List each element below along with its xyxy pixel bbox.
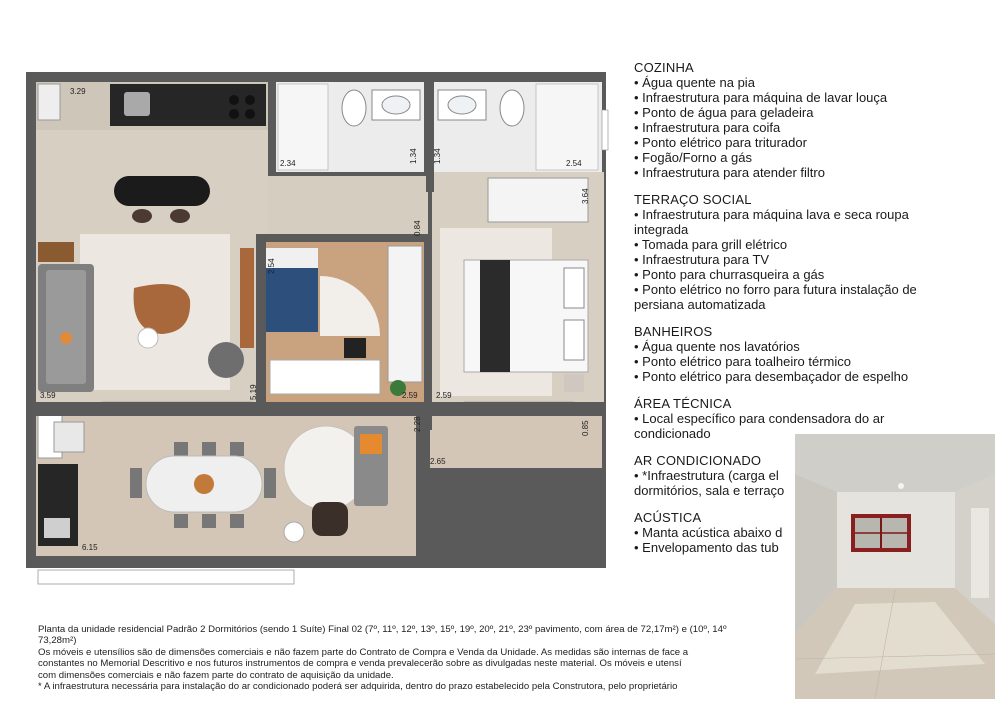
dim-label: 1.34 (409, 148, 418, 164)
footnote-line: 73,28m²) (38, 635, 77, 647)
spec-item: • Ponto elétrico no forro para futura instalação de (634, 282, 917, 297)
wardrobe-1 (388, 246, 422, 382)
dim-label: 3.59 (40, 391, 56, 400)
wardrobe-2 (488, 178, 588, 222)
footnote-line: * A infraestrutura necessária para instalação do ar condicionado poderá ser adquirida, dentro do prazo estabelecido pela Construtora, pelo proprietário (38, 681, 678, 693)
sink (124, 92, 150, 116)
section-title: COZINHA (634, 60, 694, 75)
kitchen-island (114, 176, 210, 206)
fridge (38, 84, 60, 120)
spec-item: • Infraestrutura para TV (634, 252, 770, 267)
spec-item: persiana automatizada (634, 297, 766, 312)
section-title: TERRAÇO SOCIAL (634, 192, 752, 207)
dim-label: 0.85 (581, 420, 590, 436)
spec-section-terraco-social (634, 192, 974, 312)
dim-label: 2.59 (436, 391, 452, 400)
spec-item: • Infraestrutura para atender filtro (634, 165, 825, 180)
spec-item: • *Infraestrutura (carga el (634, 468, 779, 483)
footnote-line: Planta da unidade residencial Padrão 2 Dormitórios (sendo 1 Suíte) Final 02 (7º, 11º, 12º, 13º, 15º, 19º, 20º, 21º, 23º pavimento, com área de 72,17m²) e (10º, 14º (38, 624, 727, 635)
dim-label: 2.65 (430, 457, 446, 466)
tv-console (240, 248, 254, 348)
spec-item: condicionado (634, 426, 711, 441)
room-photo (795, 434, 995, 699)
footnote-line: constantes no Memorial Descritivo e nos futuros instrumentos de compra e venda prevalecerão sobre as divulgadas neste material. Os móveis e utensí (38, 658, 682, 670)
spec-item: • Manta acústica abaixo d (634, 525, 783, 540)
floor-plan (24, 70, 614, 590)
spec-section-banheiros (634, 324, 974, 384)
spec-item: • Envelopamento das tub (634, 540, 779, 555)
dim-label: 3.29 (70, 87, 86, 96)
spec-item: • Infraestrutura para coifa (634, 120, 781, 135)
spec-item: • Ponto elétrico para desembaçador de espelho (634, 369, 909, 384)
dim-label: 2.59 (402, 391, 418, 400)
dim-label: 6.15 (82, 543, 98, 552)
spec-item: • Infraestrutura para máquina de lavar louça (634, 90, 888, 105)
footnote-line: Os móveis e utensílios são de dimensões comerciais e não fazem parte do Contrato de Compra e Venda da Unidade. As medidas são internas de face a (38, 646, 689, 658)
spec-item: • Infraestrutura para máquina lava e seca roupa (634, 207, 909, 222)
spec-section-cozinha (634, 60, 974, 180)
spec-item: • Tomada para grill elétrico (634, 237, 788, 252)
dim-label: 3.64 (581, 188, 590, 204)
technical-area (430, 416, 602, 468)
spec-item: • Água quente nos lavatórios (634, 339, 800, 354)
dim-label: 2.34 (280, 159, 296, 168)
section-title: ÁREA TÉCNICA (634, 396, 732, 411)
armchair (208, 342, 244, 378)
spec-item: • Ponto para churrasqueira a gás (634, 267, 825, 282)
washer (54, 422, 84, 452)
spec-item: integrada (634, 222, 689, 237)
spec-item: • Fogão/Forno a gás (634, 150, 753, 165)
dim-label: 5.19 (249, 384, 258, 400)
spec-item: • Ponto elétrico para triturador (634, 135, 807, 150)
section-title: ACÚSTICA (634, 510, 702, 525)
section-title: BANHEIROS (634, 324, 713, 339)
desk (270, 360, 380, 394)
dim-label: 2.54 (267, 258, 276, 274)
dim-label: 1.34 (433, 148, 442, 164)
spec-item: dormitórios, sala e terraço (634, 483, 785, 498)
spec-item: • Local específico para condensadora do ar (634, 411, 885, 426)
dim-label: 2.28 (413, 416, 422, 432)
section-title: AR CONDICIONADO (634, 453, 762, 468)
dim-label: 2.54 (566, 159, 582, 168)
spec-item: • Água quente na pia (634, 75, 755, 90)
footnote-line: com dimensões comerciais e não fazem parte do contrato de aquisição da unidade. (38, 669, 394, 681)
spec-item: • Ponto elétrico para toalheiro térmico (634, 354, 851, 369)
legal-footnote (38, 624, 798, 692)
lounge-chair (312, 502, 348, 536)
toilet-1 (342, 90, 366, 126)
toilet-2 (500, 90, 524, 126)
spec-item: • Ponto de água para geladeira (634, 105, 814, 120)
dim-label: 0.84 (413, 220, 422, 236)
